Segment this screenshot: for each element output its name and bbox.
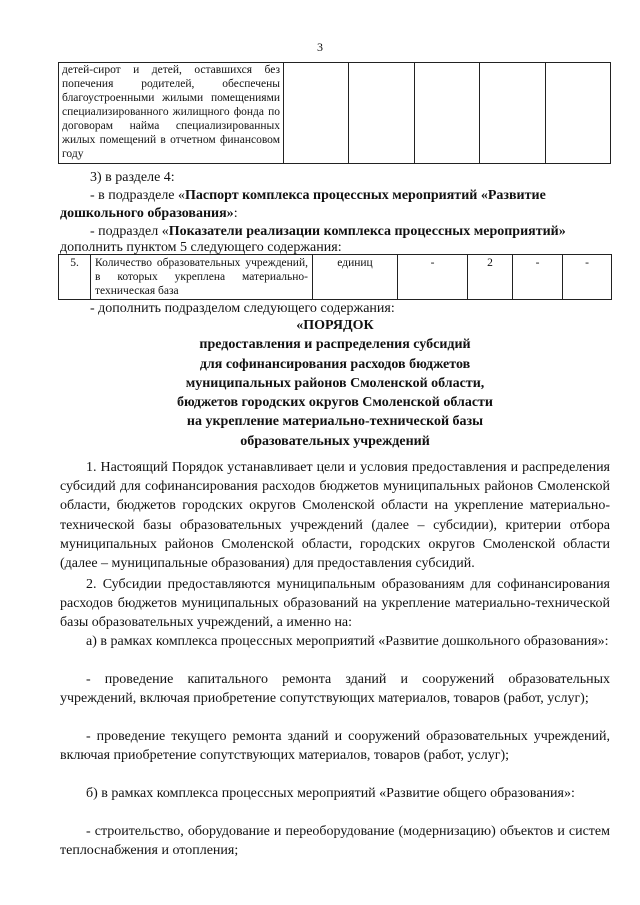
paragraph-5 (60, 727, 610, 765)
table-cell (545, 63, 610, 164)
table-cell-number: 5. (59, 255, 91, 300)
text-span: : (233, 206, 238, 221)
table-cell-value: - (513, 255, 563, 300)
title-line: образовательных учреждений (240, 433, 430, 449)
table-cell-indicator-name: Количество образовательных учреждений, в которых укреплена материально-техническая база (91, 255, 313, 300)
text-span: - подраздел « (90, 224, 169, 239)
paragraph-text: - проведение текущего ремонта зданий и сооружений образовательных учреждений, включая приобретение сопутствующих материалов, товаров (работ, услуг); (60, 729, 610, 764)
title-line: «ПОРЯДОК (296, 318, 374, 333)
paragraph-2 (60, 575, 610, 633)
section-4-line: 3) в разделе 4: (90, 170, 175, 185)
bold-text-span: Паспорт комплекса процессных мероприятий «Развитие (185, 188, 546, 203)
table-cell (480, 63, 545, 164)
paragraph-text: а) в рамках комплекса процессных мероприятий «Развитие дошкольного образования»: (86, 634, 609, 649)
paragraph-3 (60, 632, 610, 651)
table-cell-value: 2 (468, 255, 513, 300)
table-cell-value: - (563, 255, 612, 300)
table-cell (284, 63, 349, 164)
continuation-table (58, 62, 611, 164)
paragraph-1 (60, 458, 610, 573)
title-line: для софинансирования расходов бюджетов (199, 356, 471, 372)
paragraph-7 (60, 822, 610, 860)
order-title (60, 316, 610, 451)
paragraph-text: - строительство, оборудование и переоборудование (модернизацию) объектов и систем теплоснабжения и отопления; (60, 824, 610, 859)
paragraph-text: - проведение капитального ремонта зданий и сооружений образовательных учреждений, включая приобретение сопутствующих материалов, товаров (работ, услуг); (60, 672, 610, 707)
paragraph-text: 1. Настоящий Порядок устанавливает цели и условия предоставления и распределения субсидий для софинансирования расходов бюджетов муниципальных районов Смоленской области, бюджетов городских округов Смоленской области на укрепление материально-технической базы образовательных учреждений (далее – субсидии), критерии отбора муниципальных районов Смоленской области, городских округов Смоленской области (далее – муниципальные образования) для предоставления субсидий. (60, 460, 610, 572)
title-line: на укрепление материально-технической базы (186, 414, 484, 430)
paragraph-6 (60, 784, 610, 803)
paragraph-4 (60, 670, 610, 708)
subsection-passport-cont (60, 206, 238, 222)
title-line: предоставления и распределения субсидий (199, 337, 471, 353)
table-cell-unit: единиц (313, 255, 398, 300)
indicator-table (58, 254, 612, 300)
bold-text-span: Показатели реализации комплекса процессных мероприятий» (168, 224, 566, 239)
table-row (59, 255, 612, 300)
subsection-indicators-line (90, 224, 566, 240)
paragraph-text: 2. Субсидии предоставляются муниципальным образованиям для софинансирования расходов бюджетов муниципальных образований на укрепление материально-технической базы образовательных учреждений, а именно на: (60, 577, 610, 631)
paragraph-text: б) в рамках комплекса процессных мероприятий «Развитие общего образования»: (86, 786, 575, 801)
title-line: бюджетов городских округов Смоленской области (176, 395, 493, 411)
page-number: 3 (317, 40, 323, 54)
subsection-passport-line (90, 188, 546, 204)
text-span: - в подразделе « (90, 188, 186, 203)
supplement-line: дополнить пунктом 5 следующего содержания: (60, 240, 342, 255)
table-cell (414, 63, 479, 164)
bold-text-span: дошкольного образования» (60, 206, 234, 221)
title-line: муниципальных районов Смоленской области, (185, 375, 485, 391)
table-cell-indicator: детей-сирот и детей, оставшихся без попечения родителей, обеспечены благоустроенными жилыми помещениями специализированного жилищного фонда по договорам найма специализированных жилых помещений в отчетном финансовом году (59, 63, 284, 164)
table-row (59, 63, 611, 164)
add-subsection-line: - дополнить подразделом следующего содержания: (90, 301, 395, 316)
table-cell (349, 63, 414, 164)
table-cell-value: - (398, 255, 468, 300)
